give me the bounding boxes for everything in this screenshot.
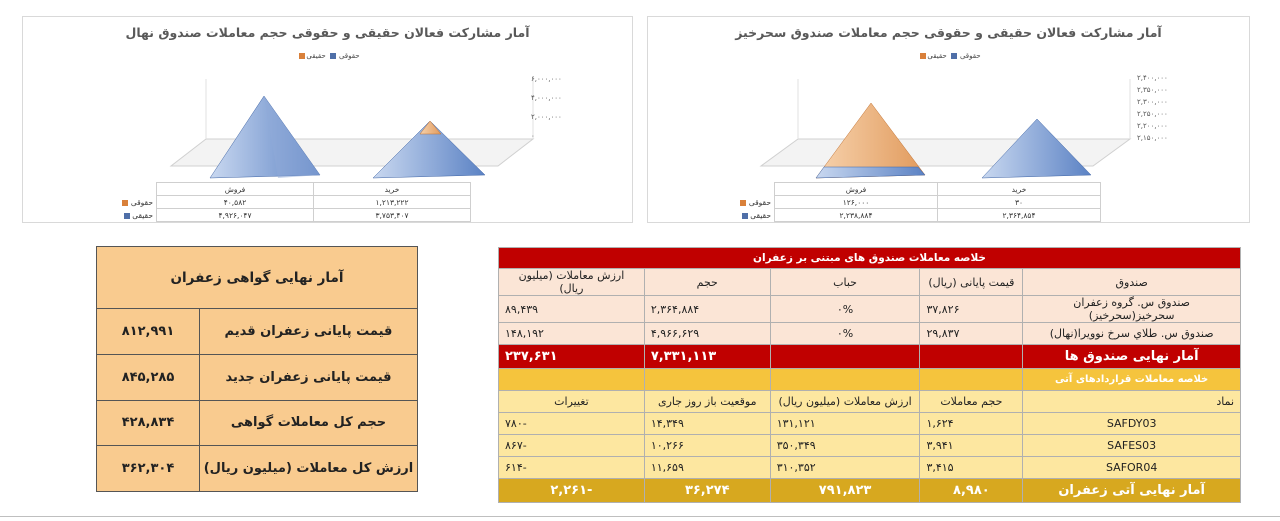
category-label: فروش [775,183,938,196]
axis-tick: ۰ [531,132,535,140]
fund-name: صندوق س. گروه زعفران سحرخیز(سحرخیز) [1023,296,1241,323]
axis-tick: ۲,۲۵۰,۰۰۰ [1137,110,1168,118]
futures-value: ۱۳۱,۱۲۱ [770,413,920,435]
pyramid-sell-base [816,167,925,178]
header-cell: حباب [770,269,920,296]
category-label: خرید [314,183,471,196]
axis-tick: ۲,۳۰۰,۰۰۰ [1137,98,1168,106]
data-cell: ۳۰ [938,196,1101,209]
legend-label: حقیقی [306,52,326,60]
header-cell: قیمت پایانی (ریال) [920,269,1023,296]
futures-open-interest: ۱۱,۶۵۹ [644,457,770,479]
fund-value: ۸۹,۴۳۹ [499,296,645,323]
table-row [499,457,1241,479]
certificate-value: ۸۱۲,۹۹۱ [97,309,200,355]
futures-symbol: SAFDY03 [1023,413,1241,435]
futures-total-open-interest: ۳۶,۲۷۴ [644,479,770,503]
futures-value: ۳۵۰,۳۴۹ [770,435,920,457]
futures-change: -۷۸۰ [499,413,645,435]
legend-label: حقوقی [959,52,981,60]
data-cell: ۴,۹۲۶,۰۴۷ [157,209,314,222]
header-cell: ارزش معاملات (میلیون ریال) [770,391,920,413]
futures-volume: ۱,۶۲۴ [920,413,1023,435]
futures-total-value: ۷۹۱,۸۲۳ [770,479,920,503]
certificate-label: ارزش کل معاملات (میلیون ریال) [200,446,418,492]
data-cell: ۱,۲۱۳,۲۲۲ [314,196,471,209]
futures-total-change: -۲,۲۶۱ [499,479,645,503]
chart-saharkhiz [647,16,1250,223]
certificate-value: ۴۲۸,۸۳۴ [97,400,200,446]
legend-label: حقوقی [338,52,360,60]
header-cell: حجم معاملات [920,391,1023,413]
futures-change: -۶۱۴ [499,457,645,479]
header-cell: موقعیت باز روز جاری [644,391,770,413]
axis-tick: ۲,۰۰۰,۰۰۰ [531,113,562,121]
legend-label: حقیقی [927,52,947,60]
data-cell: ۴۰,۵۸۲ [157,196,314,209]
data-cell: ۲,۳۶۴,۸۵۴ [938,209,1101,222]
divider [0,516,1280,517]
table-row [499,296,1241,323]
certificate-title: آمار نهایی گواهی زعفران [97,247,418,309]
chart-title: آمار مشارکت فعالان حقیقی و حقوقی حجم معاملات صندوق نهال [125,25,530,40]
futures-volume: ۳,۹۴۱ [920,435,1023,457]
axis-tick: ۲,۲۰۰,۰۰۰ [1137,122,1168,130]
certificate-value: ۸۴۵,۲۸۵ [97,354,200,400]
funds-total-row [499,345,1241,369]
header-cell: تغییرات [499,391,645,413]
futures-open-interest: ۱۰,۲۶۶ [644,435,770,457]
axis-tick: ۲,۱۵۰,۰۰۰ [1137,134,1168,142]
futures-symbol: SAFOR04 [1023,457,1241,479]
funds-title: خلاصه معاملات صندوق های مبتنی بر زعفران [499,248,1241,269]
fund-bubble: ۰% [770,296,920,323]
futures-value: ۳۱۰,۳۵۲ [770,457,920,479]
table-row [499,413,1241,435]
fund-value: ۱۴۸,۱۹۲ [499,323,645,345]
funds-total-label: آمار نهایی صندوق ها [1023,345,1241,369]
axis-tick: ۴,۰۰۰,۰۰۰ [531,94,562,102]
certificate-value: ۳۶۲,۳۰۴ [97,446,200,492]
axis-tick: ۲,۴۰۰,۰۰۰ [1137,74,1168,82]
row-label: حقوقی [748,197,771,207]
chart-data-table [115,182,471,222]
futures-open-interest: ۱۴,۳۴۹ [644,413,770,435]
fund-name: صندوق س. طلاي سرخ نوويرا(نهال) [1023,323,1241,345]
funds-total-volume: ۷,۳۳۱,۱۱۳ [644,345,770,369]
category-label: فروش [157,183,314,196]
row-label: حقیقی [132,210,153,220]
axis-tick: ۲,۳۵۰,۰۰۰ [1137,86,1168,94]
chart-nahal [22,16,633,223]
axis-tick: ۶,۰۰۰,۰۰۰ [531,75,562,83]
chart-data-table [733,182,1101,222]
fund-volume: ۴,۹۶۶,۶۲۹ [644,323,770,345]
fund-price: ۲۹,۸۳۷ [920,323,1023,345]
futures-total-label: آمار نهایی آتی زعفران [1023,479,1241,503]
futures-change: -۸۶۷ [499,435,645,457]
table-row [499,435,1241,457]
header-cell: نماد [1023,391,1241,413]
row-label: حقیقی [750,210,771,220]
header-cell: صندوق [1023,269,1241,296]
certificate-label: قیمت پایانی زعفران قدیم [200,309,418,355]
futures-total-volume: ۸,۹۸۰ [920,479,1023,503]
data-cell: ۲,۲۳۸,۸۸۴ [775,209,938,222]
fund-volume: ۲,۳۶۴,۸۸۴ [644,296,770,323]
table-row [499,323,1241,345]
funds-futures-table [498,247,1241,503]
fund-bubble: ۰% [770,323,920,345]
chart-title: آمار مشارکت فعالان حقیقی و حقوقی حجم معاملات صندوق سحرخیز [735,25,1162,40]
data-cell: ۱۲۶,۰۰۰ [775,196,938,209]
futures-volume: ۳,۴۱۵ [920,457,1023,479]
futures-title: خلاصه معاملات قراردادهای آتی [1023,369,1241,391]
futures-total-row [499,479,1241,503]
certificate-label: قیمت پایانی زعفران جدید [200,354,418,400]
category-label: خرید [938,183,1101,196]
fund-price: ۳۷,۸۲۶ [920,296,1023,323]
row-label: حقوقی [130,197,153,207]
header-cell: حجم [644,269,770,296]
futures-symbol: SAFES03 [1023,435,1241,457]
certificate-label: حجم کل معاملات گواهی [200,400,418,446]
data-cell: ۳,۷۵۳,۴۰۷ [314,209,471,222]
funds-total-value: ۲۳۷,۶۳۱ [499,345,645,369]
header-cell: ارزش معاملات (میلیون ریال) [499,269,645,296]
certificate-summary-table [96,246,418,492]
